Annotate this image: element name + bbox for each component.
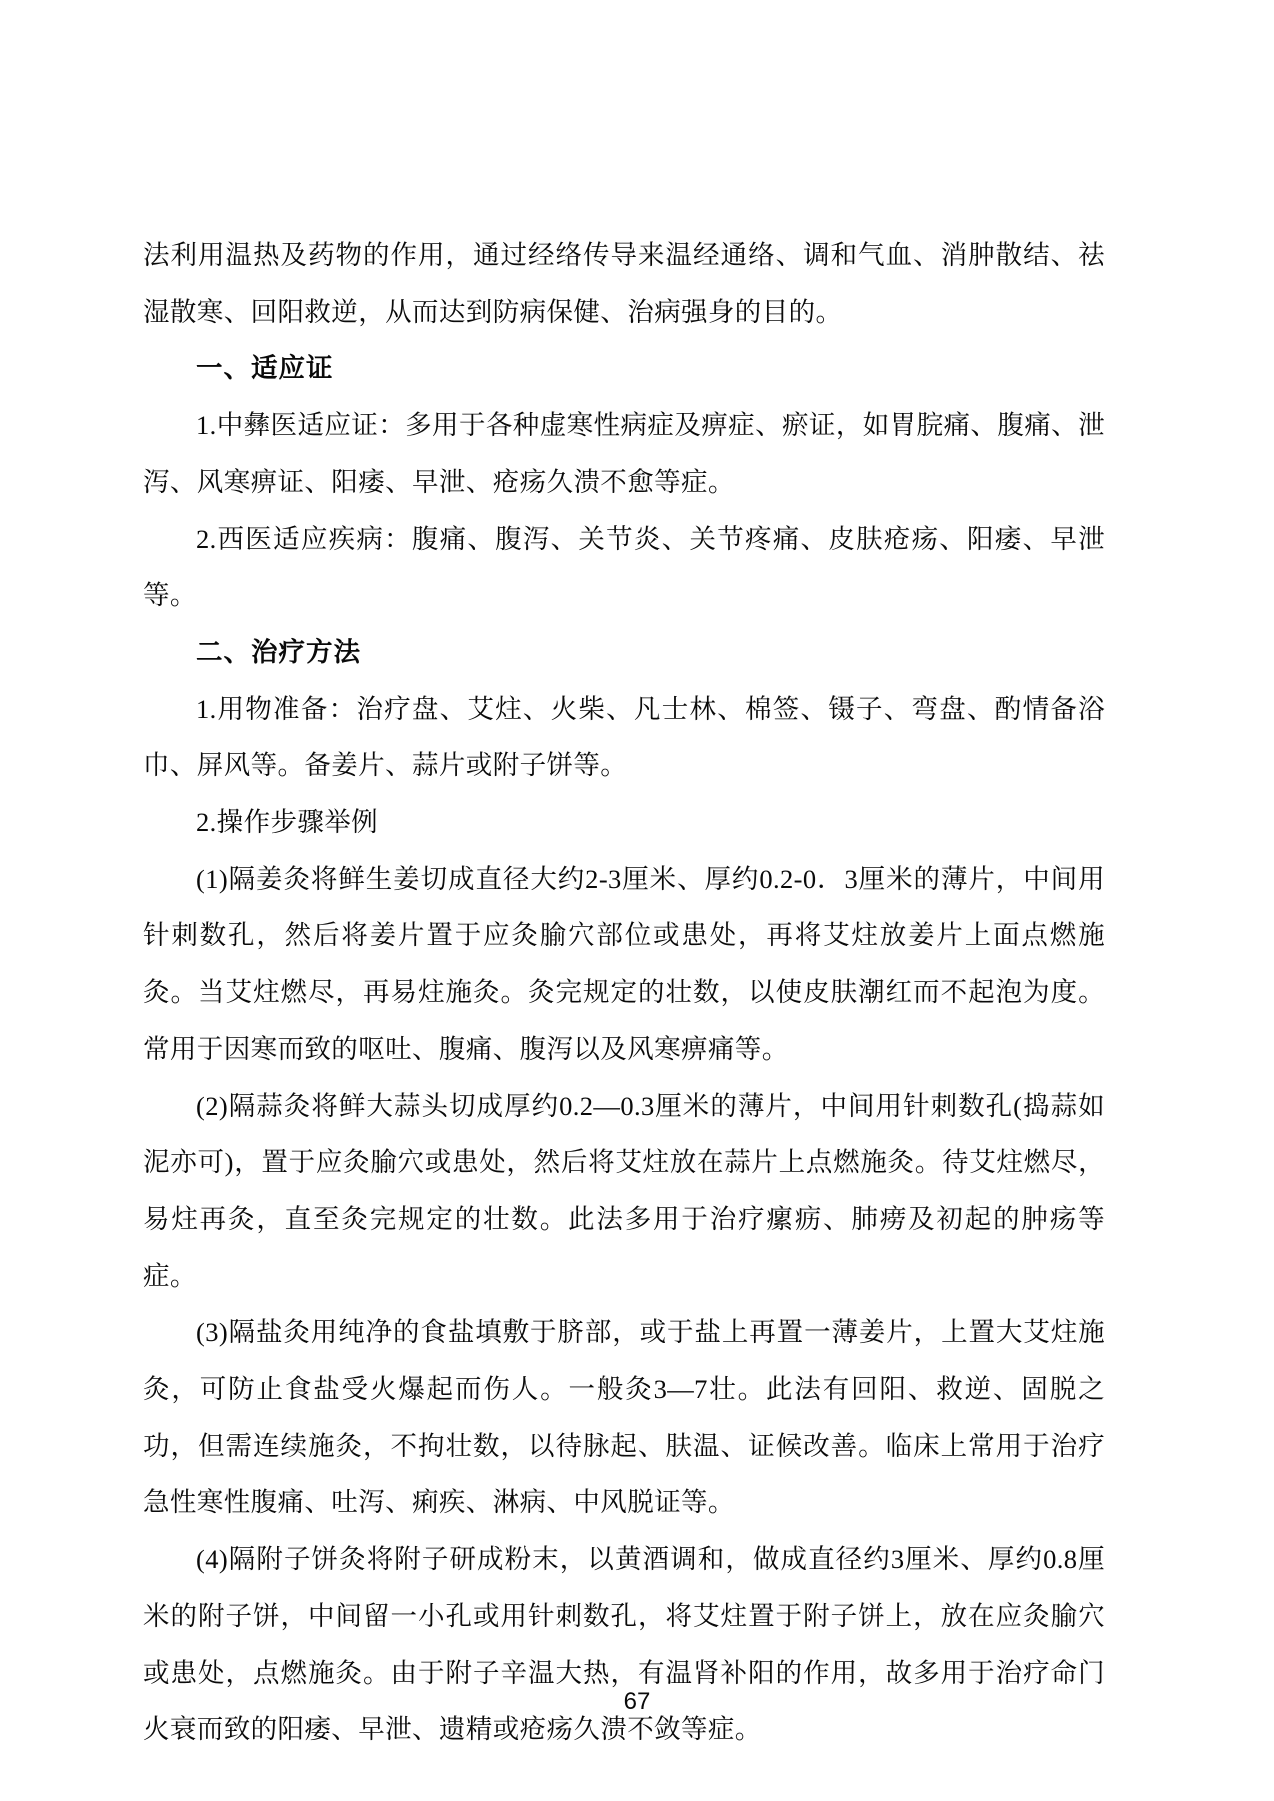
paragraph: 2.西医适应疾病：腹痛、腹泻、关节炎、关节疼痛、皮肤疮疡、阳痿、早泄等。 (143, 523, 1105, 611)
paragraph: (3)隔盐灸用纯净的食盐填敷于脐部，或于盐上再置一薄姜片，上置大艾炷施灸，可防止食盐受火爆起而伤人。一般灸3—7壮。此法有回阳、救逆、固脱之功，但需连续施灸，不拘壮数，以待脉起、肤温、证候改善。临床上常用于治疗急性寒性腹痛、吐泻、痢疾、淋病、中风脱证等。 (143, 1317, 1105, 1518)
paragraph: (1)隔姜灸将鲜生姜切成直径大约2-3厘米、厚约0.2-0．3厘米的薄片，中间用针刺数孔，然后将姜片置于应灸腧穴部位或患处，再将艾炷放姜片上面点燃施灸。当艾炷燃尽，再易炷施灸。灸完规定的壮数，以使皮肤潮红而不起泡为度。常用于因寒而致的呕吐、腹痛、腹泻以及风寒痹痛等。 (143, 863, 1105, 1064)
paragraph: (2)隔蒜灸将鲜大蒜头切成厚约0.2—0.3厘米的薄片，中间用针刺数孔(捣蒜如泥亦可)，置于应灸腧穴或患处，然后将艾炷放在蒜片上点燃施灸。待艾炷燃尽，易炷再灸，直至灸完规定的壮数。此法多用于治疗瘰疬、肺痨及初起的肿疡等症。 (143, 1090, 1105, 1291)
paragraph: 2.操作步骤举例 (196, 807, 379, 838)
paragraph: (4)隔附子饼灸将附子研成粉末，以黄酒调和，做成直径约3厘米、厚约0.8厘米的附子饼，中间留一小孔或用针刺数孔，将艾炷置于附子饼上，放在应灸腧穴或患处，点燃施灸。由于附子辛温大热，有温肾补阳的作用，故多用于治疗命门火衰而致的阳痿、早泄、遗精或疮疡久溃不敛等症。 (143, 1544, 1105, 1745)
section-heading: 一、适应证 (196, 353, 334, 384)
paragraph: 1.中彝医适应证：多用于各种虚寒性病症及痹症、瘀证，如胃脘痛、腹痛、泄泻、风寒痹证、阳痿、早泄、疮疡久溃不愈等症。 (143, 410, 1105, 497)
section-heading: 二、治疗方法 (196, 636, 361, 667)
document-content (143, 227, 1105, 1758)
paragraph: 1.用物准备：治疗盘、艾炷、火柴、凡士林、棉签、镊子、弯盘、酌情备浴巾、屏风等。备姜片、蒜片或附子饼等。 (143, 693, 1105, 781)
paragraph: 法利用温热及药物的作用，通过经络传导来温经通络、调和气血、消肿散结、祛湿散寒、回阳救逆，从而达到防病保健、治病强身的目的。 (143, 240, 1105, 327)
page-number: 67 (623, 1688, 651, 1715)
